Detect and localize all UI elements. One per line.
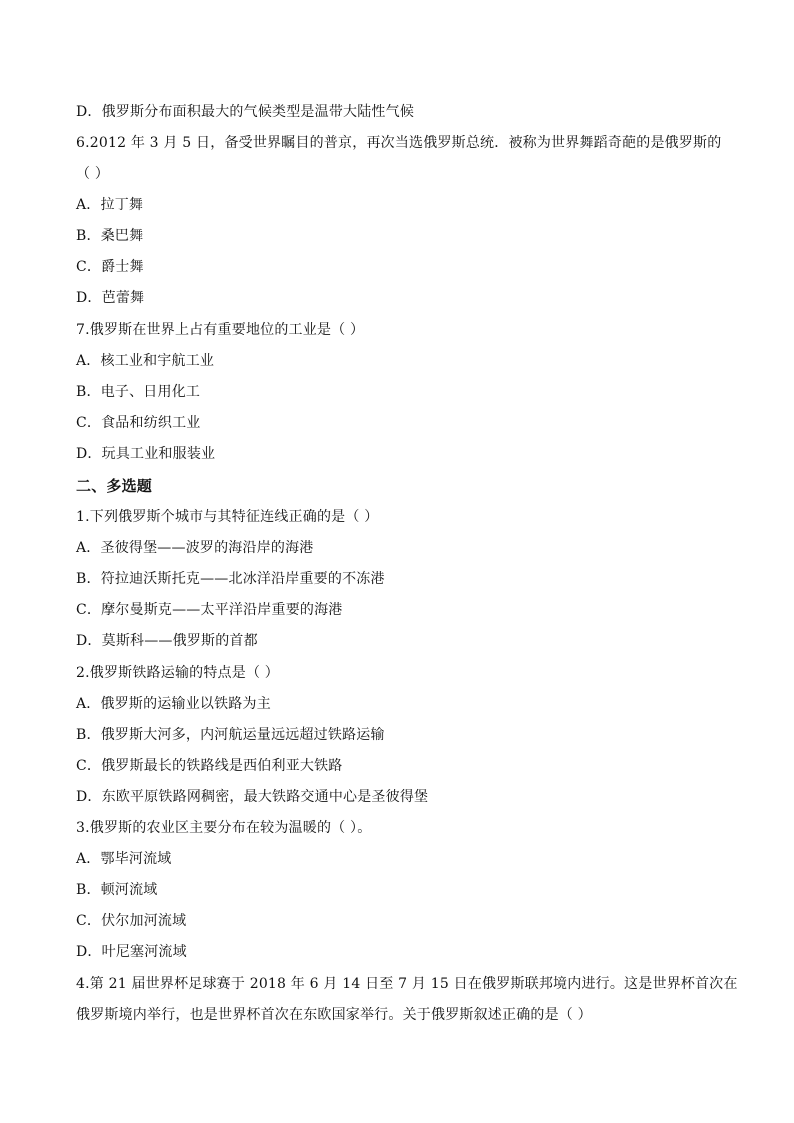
question-7-text: 7.俄罗斯在世界上占有重要地位的工业是（ ） xyxy=(76,322,365,338)
multi-question-2-option-b: B．俄罗斯大河多，内河航运量远远超过铁路运输 xyxy=(76,727,385,743)
multi-question-1-text: 1.下列俄罗斯个城市与其特征连线正确的是（ ） xyxy=(76,509,379,525)
multi-question-2-text: 2.俄罗斯铁路运输的特点是（ ） xyxy=(76,665,280,681)
multi-question-2-option-a: A．俄罗斯的运输业以铁路为主 xyxy=(76,696,271,712)
multi-question-4-text-line2: 俄罗斯境内举行，也是世界杯首次在东欧国家举行。关于俄罗斯叙述正确的是（ ） xyxy=(76,1007,592,1023)
multi-question-3-option-d: D．叶尼塞河流域 xyxy=(76,944,187,960)
multi-question-2-option-c: C．俄罗斯最长的铁路线是西伯利亚大铁路 xyxy=(76,758,343,774)
multi-question-3-option-c: C．伏尔加河流域 xyxy=(76,913,187,929)
question-7-option-b: B．电子、日用化工 xyxy=(76,384,201,400)
multi-question-1-option-a: A．圣彼得堡——波罗的海沿岸的海港 xyxy=(76,540,314,556)
multi-question-4-text-line1: 4.第 21 届世界杯足球赛于 2018 年 6 月 14 日至 7 月 15 日在俄罗斯联邦境内进行。这是世界杯首次在 xyxy=(76,976,738,992)
multi-question-1-option-b: B．符拉迪沃斯托克——北冰洋沿岸重要的不冻港 xyxy=(76,571,385,587)
multi-question-3-option-b: B．顿河流域 xyxy=(76,882,158,898)
multi-question-1-option-c: C．摩尔曼斯克——太平洋沿岸重要的海港 xyxy=(76,602,343,618)
multi-question-1-option-d: D．莫斯科——俄罗斯的首都 xyxy=(76,633,258,649)
multi-question-3-option-a: A．鄂毕河流域 xyxy=(76,851,172,867)
section-heading-multiple-choice: 二、多选题 xyxy=(76,477,153,495)
question-7-option-d: D．玩具工业和服装业 xyxy=(76,446,216,462)
question-6-text: 6.2012 年 3 月 5 日，备受世界瞩目的普京，再次当选俄罗斯总统．被称为世界舞蹈奇葩的是俄罗斯的 xyxy=(76,135,722,151)
option-d-prev-question: D．俄罗斯分布面积最大的气候类型是温带大陆性气候 xyxy=(76,104,415,120)
question-7-option-a: A．核工业和宇航工业 xyxy=(76,353,215,369)
question-6-option-a: A．拉丁舞 xyxy=(76,197,144,213)
question-6-bracket: （ ） xyxy=(76,166,110,182)
question-6-option-d: D．芭蕾舞 xyxy=(76,290,145,306)
question-7-option-c: C．食品和纺织工业 xyxy=(76,415,201,431)
multi-question-2-option-d: D．东欧平原铁路网稠密，最大铁路交通中心是圣彼得堡 xyxy=(76,789,429,805)
question-6-option-b: B．桑巴舞 xyxy=(76,228,144,244)
multi-question-3-text: 3.俄罗斯的农业区主要分布在较为温暖的（ ）。 xyxy=(76,820,372,836)
question-6-option-c: C．爵士舞 xyxy=(76,259,144,275)
